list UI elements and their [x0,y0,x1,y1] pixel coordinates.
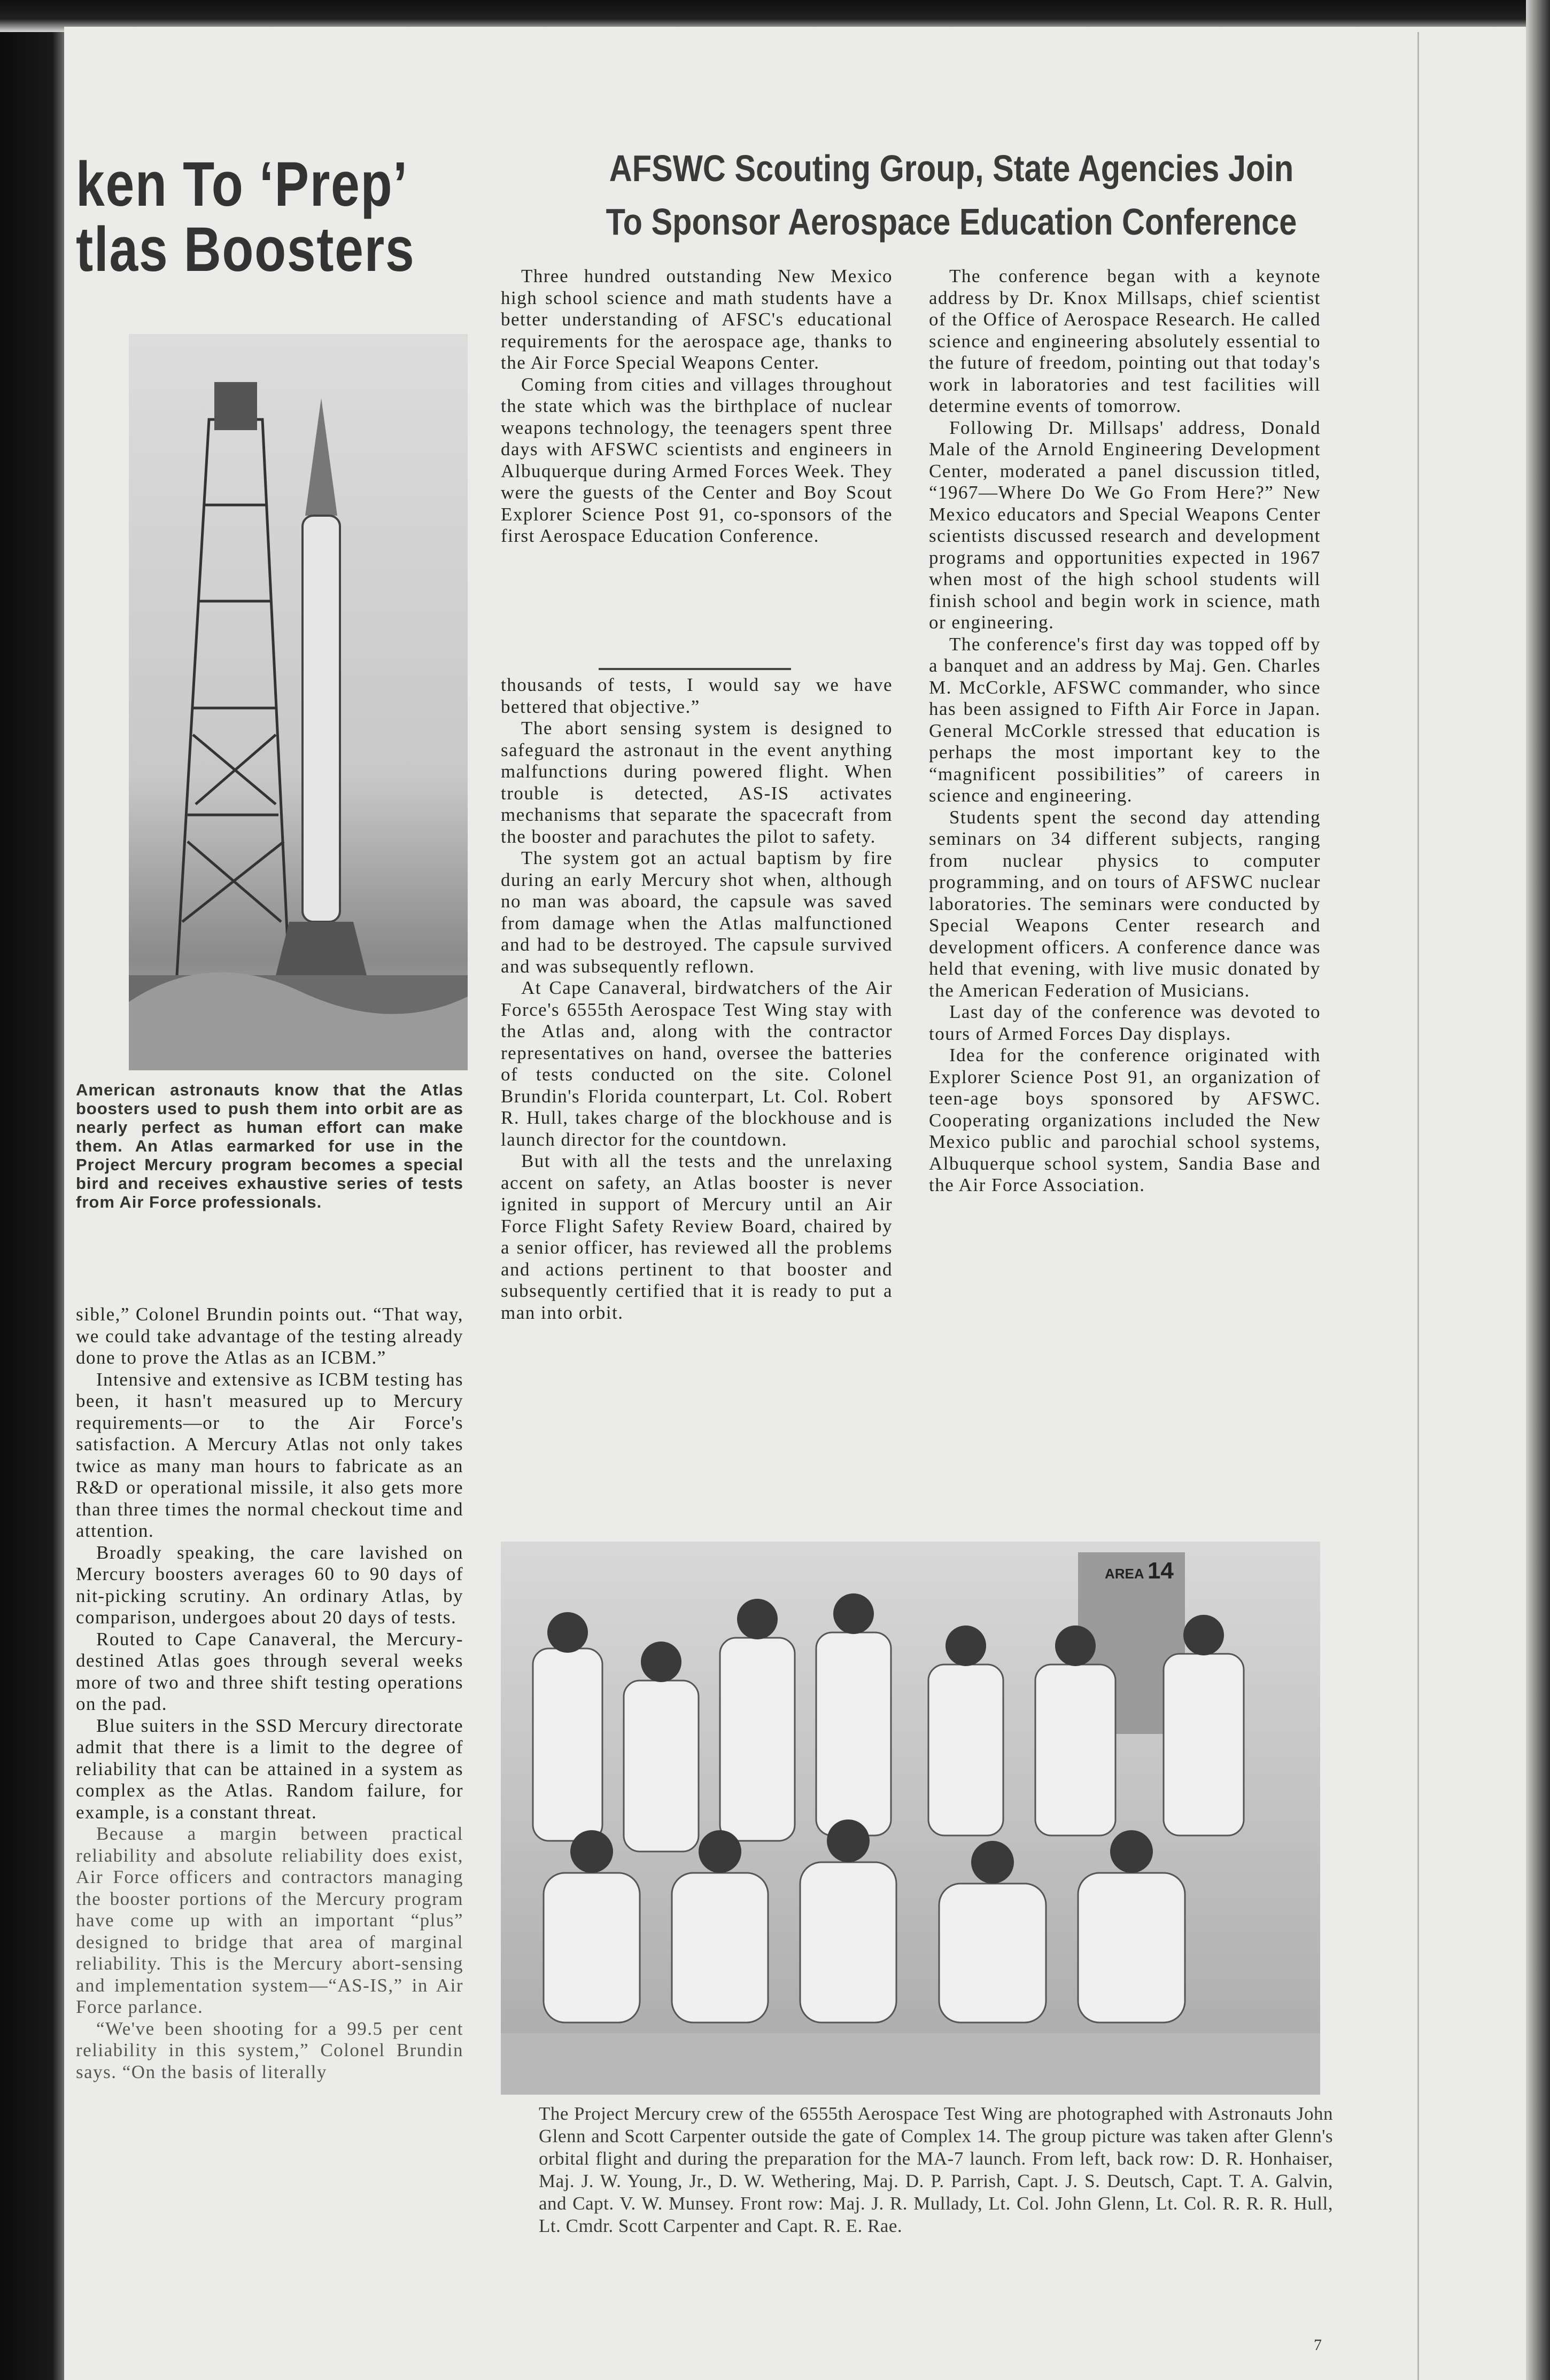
paragraph: The abort sensing system is designed to safeguard the astronaut in the event anything malfunctions during powered flight. When trouble is detected, AS-IS activates mechanisms that separate the spacecraft from the booster and parachutes the pilot to safety. [501,718,893,847]
left-headline-line1: ken To ‘Prep’ [76,149,408,220]
paragraph: The system got an actual baptism by fire during an early Mercury shot when, although no man was aboard, the capsule was saved from damage when the Atlas malfunctioned and had to be destroyed. The capsule survived and was subsequently reflown. [501,847,893,977]
paragraph: Three hundred outstanding New Mexico high school science and math students have a better understanding of AFSC's educational requirements for the aerospace age, thanks to the Air Force Special Weapons Center. [501,266,893,373]
paragraph: Last day of the conference was devoted to tours of Armed Forces Day displays. [929,1001,1321,1044]
group-photo-caption: The Project Mercury crew of the 6555th Aerospace Test Wing are photographed with Astronauts John Glenn and Scott Carpenter outside the gate of Complex 14. The group picture was taken after Glenn's orbital flight and during the preparation for the MA-7 launch. From left, back row: D. R. Honhaiser, Maj. J. W. Young, Jr., D. W. Wethering, Maj. D. P. Parrish, Capt. J. S. Deutsch, Capt. T. A. Galvin, and Capt. V. W. Munsey. Front row: Maj. J. R. Mullady, Lt. Col. John Glenn, Lt. Col. R. R. R. Hull, Lt. Cmdr. Scott Carpenter and Capt. R. E. Rae. [539,2103,1333,2236]
paragraph: The conference's first day was topped off by a banquet and an address by Maj. Gen. Charles M. McCorkle, AFSWC commander, who since has been assigned to Fifth Air Force in Japan. General McCorkle stressed that education is perhaps the most important key to the “magnificent possibilities” of careers in science and engineering. [929,633,1321,806]
left-headline-line2: tlas Boosters [76,214,415,285]
main-headline [597,142,1306,248]
middle-column-intro [501,266,893,547]
paragraph: Students spent the second day attending seminars on 34 different subjects, ranging from nuclear physics to computer programming, and on tours of AFSWC nuclear laboratories. The seminars were conducted by Special Weapons Center research and development officers. A conference dance was held that evening, with live music donated by the American Federation of Musicians. [929,806,1321,1001]
paragraph: But with all the tests and the unrelaxing accent on safety, an Atlas booster is never ignited in support of Mercury until an Air Force Flight Safety Review Board, chaired by a senior officer, has reviewed all the problems and actions pertinent to that booster and subsequently certified that it is ready to put a man into orbit. [501,1150,893,1323]
paragraph: sible,” Colonel Brundin points out. “That way, we could take advantage of the testing already done to prove the Atlas as an ICBM.” [76,1304,463,1368]
paragraph: The conference began with a keynote address by Dr. Knox Millsaps, chief scientist of the Office of Aerospace Research. He called science and engineering absolutely essential to the future of freedom, pointing out that today's work in laboratories and test facilities will determine events of tomorrow. [929,266,1321,416]
main-headline-line2: To Sponsor Aerospace Education Conference [606,201,1297,243]
main-headline-line1: AFSWC Scouting Group, State Agencies Join [609,147,1294,189]
area-sign [1105,1558,1174,1584]
scan-left-edge [0,0,75,2380]
rocket-photo-caption [76,1080,463,1211]
paragraph: Intensive and extensive as ICBM testing has been, it hasn't measured up to Mercury requirements—or to the Air Force's satisfaction. A Mercury Atlas not only takes twice as many man hours to fabricate as an R&D or operational missile, it also gets more than three times the normal checkout time and attention. [76,1368,463,1541]
paragraph: Blue suiters in the SSD Mercury directorate admit that there is a limit to the degree of reliability that can be attained in a system as complex as the Atlas. Random failure, for example, is a constant threat. [76,1715,463,1823]
paragraph: Following Dr. Millsaps' address, Donald Male of the Arnold Engineering Development Center, moderated a panel discussion titled, “1967—Where Do We Go From Here?” New Mexico educators and Special Weapons Center scientists discussed research and development programs and opportunities expected in 1967 when most of the high school students will finish school and begin work in science, math or engineering. [929,417,1321,633]
area-sign-number: 14 [1147,1558,1174,1584]
paragraph: “We've been shooting for a 99.5 per cent reliability in this system,” Colonel Brundin says. “On the basis of literally [76,2018,463,2082]
area-sign-label: AREA [1105,1566,1144,1582]
paragraph: Idea for the conference originated with Explorer Science Post 91, an organization of teen-age boys sponsored by AFSWC. Cooperating organizations included the New Mexico public and parochial school systems, Albuquerque school system, Sandia Base and the Air Force Association. [929,1045,1321,1195]
middle-column-continuation [501,674,893,1324]
paragraph: At Cape Canaveral, birdwatchers of the Air Force's 6555th Aerospace Test Wing stay with the Atlas and, along with the contractor representatives on hand, oversee the batteries of tests conducted on the site. Colonel Brundin's Florida counterpart, Lt. Col. Robert R. Hull, takes charge of the blockhouse and is launch director for the countdown. [501,977,893,1150]
caption-text: American astronauts know that the Atlas boosters used to push them into orbit are as nearly perfect as human effort can make them. An Atlas earmarked for use in the Project Mercury program becomes a special bird and receives exhaustive series of tests from Air Force professionals. [76,1080,463,1211]
atlas-rocket-photo [129,334,468,1070]
left-headline [76,149,415,285]
crew-group-illustration [501,1542,1320,2095]
paragraph: Coming from cities and villages throughout the state which was the birthplace of nuclear weapons technology, the teenagers spent three days with AFSWC scientists and engineers in Albuquerque during Armed Forces Week. They were the guests of the Center and Boy Scout Explorer Science Post 91, co-sponsors of the first Aerospace Education Conference. [501,374,893,546]
paragraph: Routed to Cape Canaveral, the Mercury-destined Atlas goes through several weeks more of two and three shift testing operations on the pad. [76,1628,463,1714]
right-column-text [929,266,1321,1196]
paragraph: Broadly speaking, the care lavished on Mercury boosters averages 60 to 90 days of nit-picking scrutiny. An ordinary Atlas, by comparison, undergoes about 20 days of tests. [76,1542,463,1628]
scan-right-edge [1526,0,1550,2380]
paragraph: Because a margin between practical reliability and absolute reliability does exist, Air Force officers and contractors managing the booster portions of the Mercury program have come up with an important “plus” designed to bridge that area of marginal reliability. This is the Mercury abort-sensing and implementation system—“AS-IS,” in Air Force parlance. [76,1823,463,2017]
paragraph: thousands of tests, I would say we have bettered that objective.” [501,674,893,717]
rocket-gantry-illustration [129,334,468,1070]
left-column-text [76,1304,463,2083]
page-fold-line [1417,32,1419,2380]
story-divider-rule [599,668,791,670]
group-photo [501,1542,1320,2095]
page-number: 7 [1314,2336,1322,2354]
